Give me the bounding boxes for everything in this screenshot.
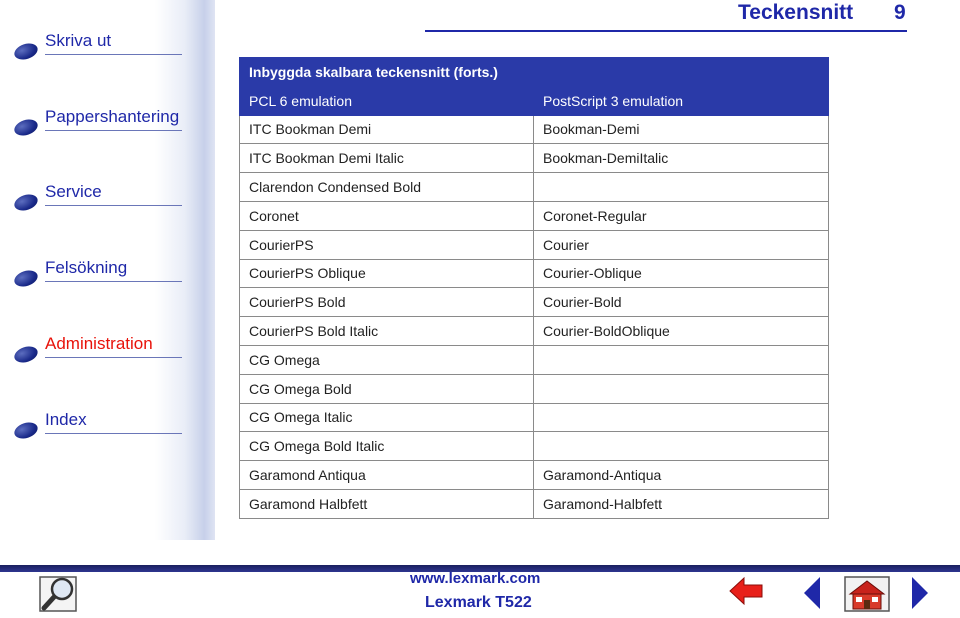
table-row — [240, 173, 829, 202]
postscript-font-cell — [534, 173, 829, 202]
postscript-font-cell: Courier-BoldOblique — [534, 317, 829, 346]
sidebar-item-label: Index — [45, 410, 87, 429]
postscript-font-cell — [534, 432, 829, 461]
back-button[interactable] — [728, 576, 764, 606]
postscript-font-cell — [534, 374, 829, 403]
home-button[interactable] — [842, 574, 892, 614]
table-body — [240, 115, 829, 518]
bullet-icon — [12, 420, 39, 442]
table-row — [240, 489, 829, 518]
page-title: Teckensnitt — [738, 1, 854, 24]
bullet-icon — [12, 344, 39, 366]
table-row — [240, 288, 829, 317]
header-divider — [425, 30, 907, 32]
sidebar-item-label: Service — [45, 182, 102, 201]
postscript-font-cell: Bookman-Demi — [534, 115, 829, 144]
sidebar-item-label: Administration — [45, 334, 153, 353]
sidebar-item-pappershantering[interactable] — [14, 106, 182, 136]
postscript-font-cell: Courier — [534, 230, 829, 259]
bullet-icon — [12, 268, 39, 290]
font-table — [239, 57, 829, 519]
sidebar-item-skriva-ut[interactable] — [14, 30, 182, 60]
postscript-font-cell: Coronet-Regular — [534, 201, 829, 230]
table-caption: Inbyggda skalbara teckensnitt (forts.) — [240, 58, 829, 87]
pcl-font-cell: CourierPS Oblique — [240, 259, 534, 288]
back-arrow-icon — [728, 576, 764, 606]
pcl-font-cell: Garamond Antiqua — [240, 461, 534, 490]
table-row — [240, 259, 829, 288]
previous-page-icon — [802, 576, 822, 610]
postscript-font-cell: Garamond-Halbfett — [534, 489, 829, 518]
divider — [45, 130, 182, 131]
bullet-icon — [12, 41, 39, 63]
divider — [45, 357, 182, 358]
divider — [45, 54, 182, 55]
next-page-icon — [910, 576, 930, 610]
bullet-icon — [12, 117, 39, 139]
postscript-font-cell: Courier-Oblique — [534, 259, 829, 288]
footer-model: Lexmark T522 — [425, 594, 532, 611]
postscript-font-cell — [534, 345, 829, 374]
sidebar-item-service[interactable] — [14, 181, 182, 211]
sidebar-item-index[interactable] — [14, 409, 182, 439]
home-icon — [842, 574, 892, 614]
sidebar-item-label: Pappershantering — [45, 107, 180, 126]
table-row — [240, 403, 829, 432]
pcl-font-cell: CourierPS Bold — [240, 288, 534, 317]
sidebar-item-felsokning[interactable] — [14, 257, 182, 287]
bullet-icon — [12, 192, 39, 214]
table-row — [240, 115, 829, 144]
table-row — [240, 317, 829, 346]
table-row — [240, 374, 829, 403]
pcl-font-cell: CourierPS Bold Italic — [240, 317, 534, 346]
footer-url[interactable]: www.lexmark.com — [410, 570, 541, 587]
pcl-font-cell: Coronet — [240, 201, 534, 230]
postscript-font-cell — [534, 403, 829, 432]
pcl-font-cell: ITC Bookman Demi Italic — [240, 144, 534, 173]
table-row — [240, 230, 829, 259]
previous-page-button[interactable] — [802, 576, 822, 610]
divider — [45, 433, 182, 434]
divider — [45, 205, 182, 206]
pcl-font-cell: CG Omega Bold Italic — [240, 432, 534, 461]
table-row — [240, 201, 829, 230]
sidebar — [0, 0, 215, 540]
search-button[interactable] — [38, 574, 84, 614]
sidebar-item-label: Felsökning — [45, 258, 128, 277]
table-row — [240, 144, 829, 173]
table-row — [240, 345, 829, 374]
table-row — [240, 461, 829, 490]
table-header-row — [240, 86, 829, 115]
pcl-font-cell: Garamond Halbfett — [240, 489, 534, 518]
sidebar-item-label: Skriva ut — [45, 31, 112, 50]
pcl-font-cell: Clarendon Condensed Bold — [240, 173, 534, 202]
column-header-pcl: PCL 6 emulation — [240, 86, 534, 115]
magnifier-icon — [38, 574, 84, 614]
pcl-font-cell: CG Omega Italic — [240, 403, 534, 432]
pcl-font-cell: CourierPS — [240, 230, 534, 259]
page-number: 9 — [894, 1, 906, 24]
table-caption-row — [240, 58, 829, 87]
pcl-font-cell: CG Omega — [240, 345, 534, 374]
postscript-font-cell: Courier-Bold — [534, 288, 829, 317]
pcl-font-cell: CG Omega Bold — [240, 374, 534, 403]
pcl-font-cell: ITC Bookman Demi — [240, 115, 534, 144]
table-row — [240, 432, 829, 461]
divider — [45, 281, 182, 282]
postscript-font-cell: Bookman-DemiItalic — [534, 144, 829, 173]
sidebar-item-administration[interactable] — [14, 333, 182, 363]
next-page-button[interactable] — [910, 576, 930, 610]
column-header-postscript: PostScript 3 emulation — [534, 86, 829, 115]
postscript-font-cell: Garamond-Antiqua — [534, 461, 829, 490]
